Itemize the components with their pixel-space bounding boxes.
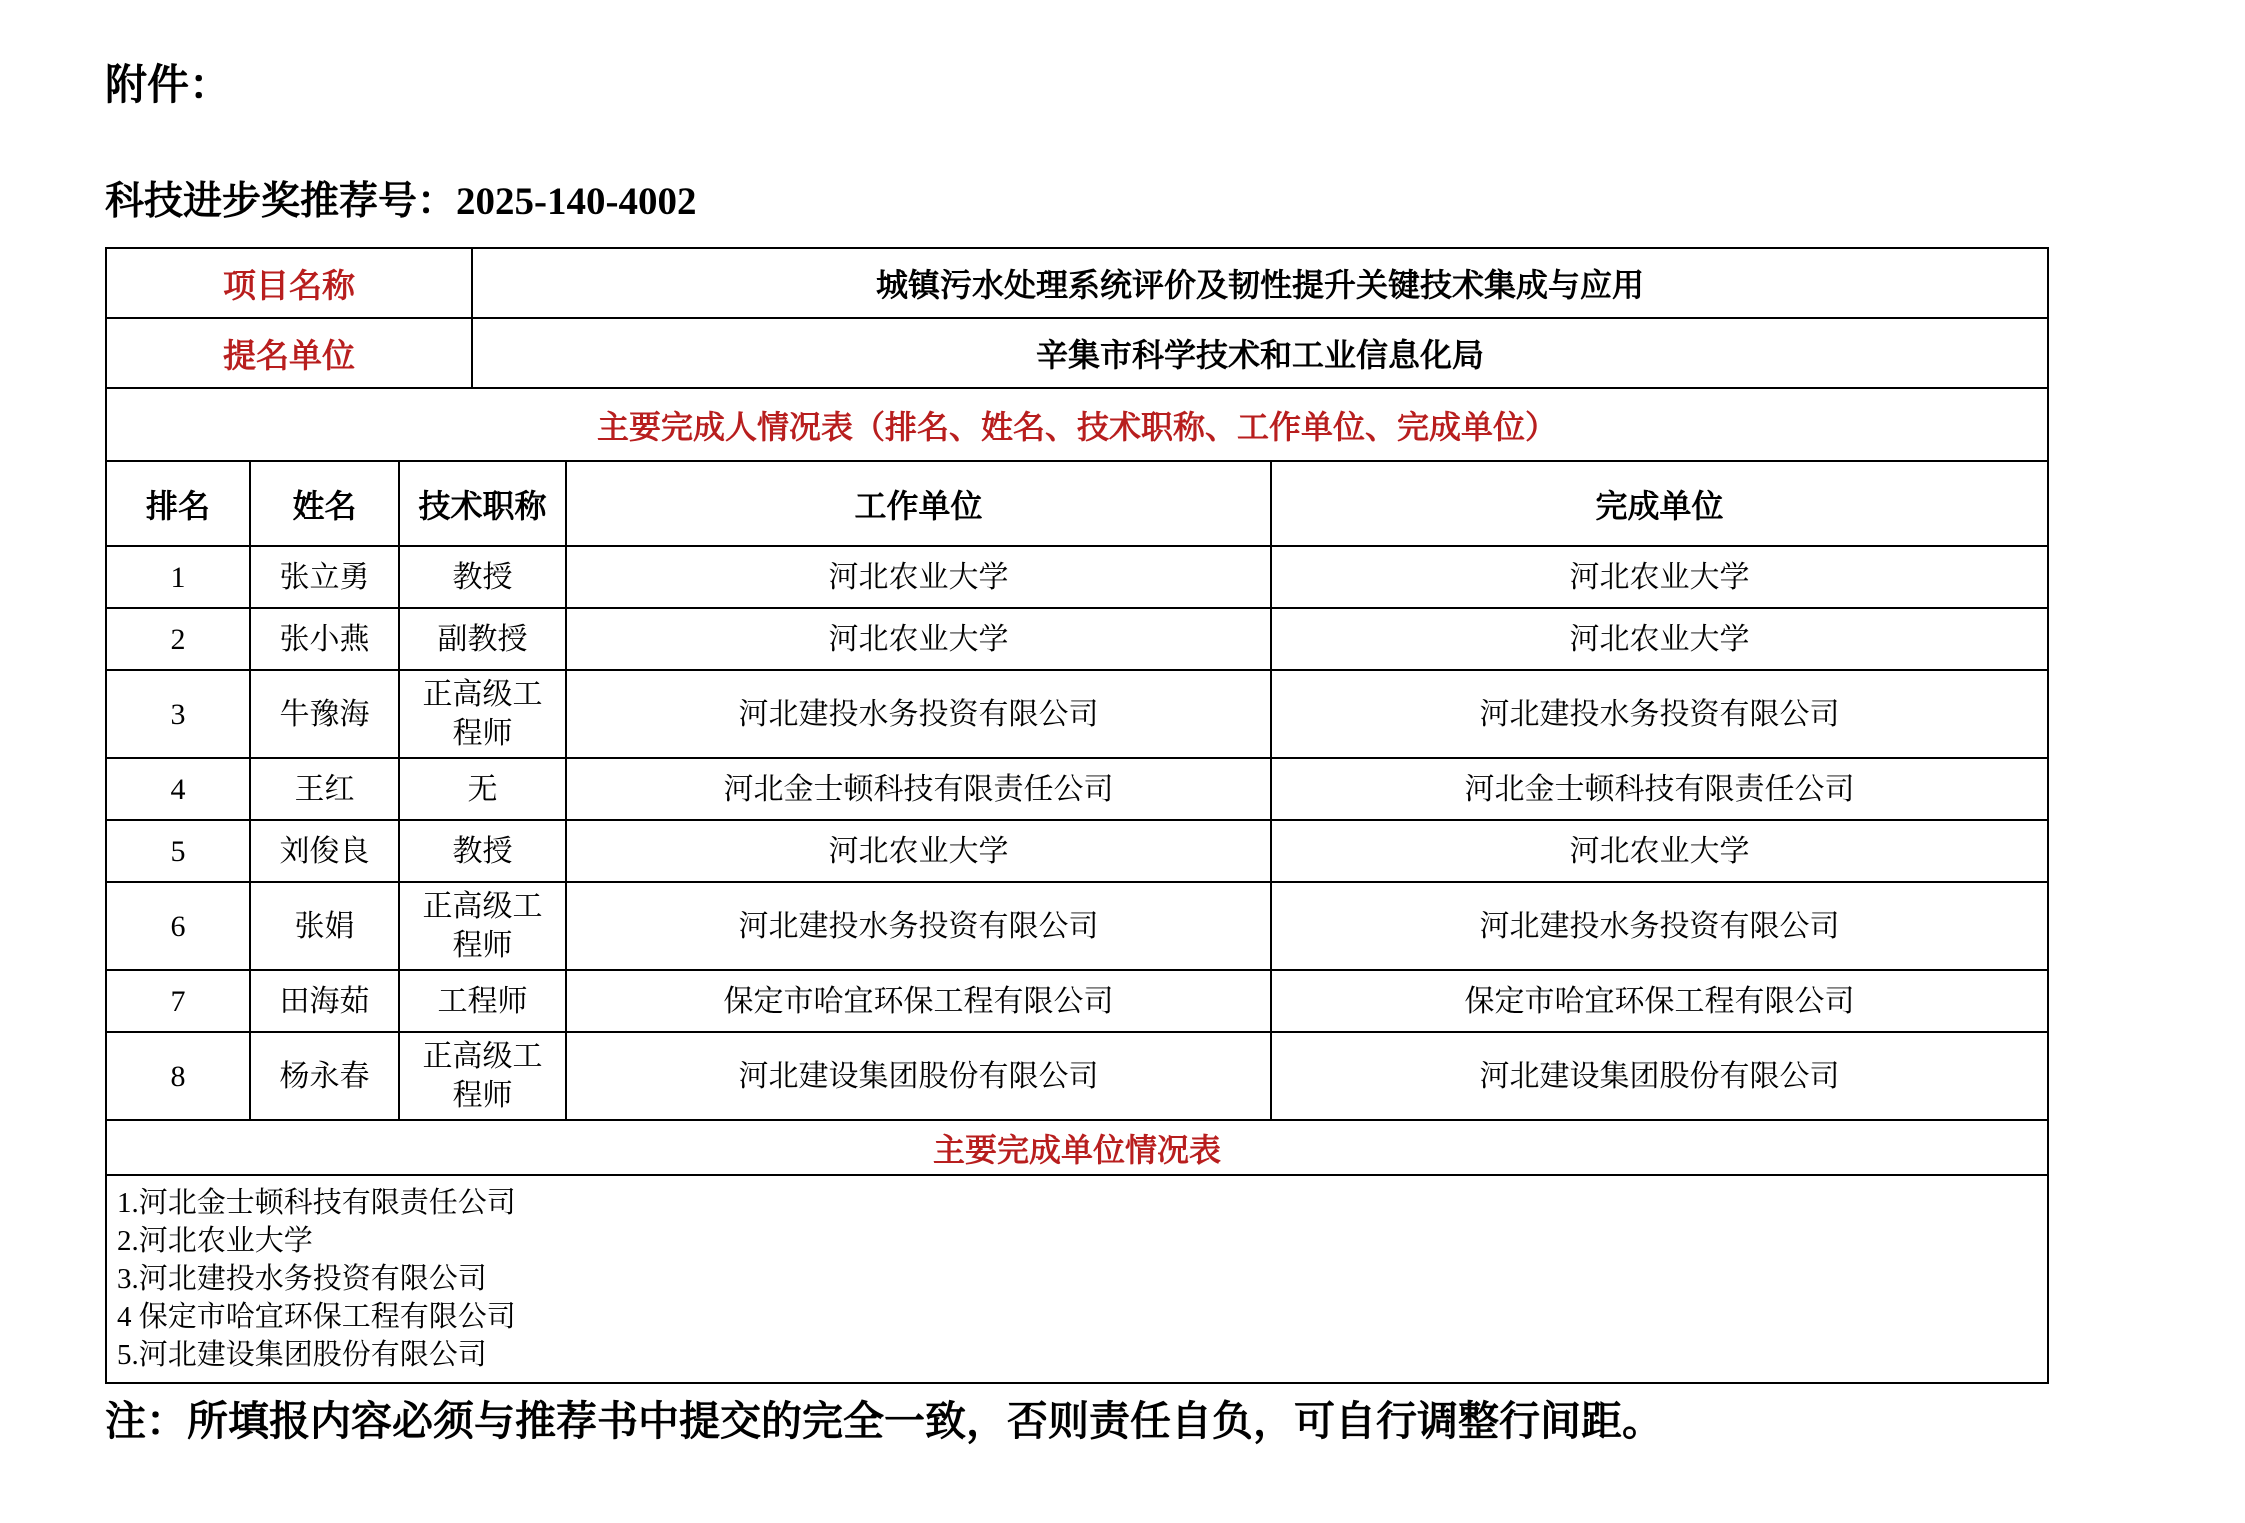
work-unit-cell: 河北金士顿科技有限责任公司: [566, 758, 1271, 820]
project-info-table: [105, 247, 2049, 389]
person-row: [106, 546, 2048, 608]
person-row: [106, 882, 2048, 970]
rank-cell: 7: [106, 970, 250, 1032]
info-label-cell: 项目名称: [106, 248, 472, 318]
person-row: [106, 1032, 2048, 1120]
rank-cell: 8: [106, 1032, 250, 1120]
footer-note: 注：所填报内容必须与推荐书中提交的完全一致，否则责任自负，可自行调整行间距。: [105, 1398, 1663, 1444]
person-row: [106, 970, 2048, 1032]
unit-item: 5.河北建设集团股份有限公司: [117, 1339, 487, 1371]
work-unit-cell: 保定市哈宜环保工程有限公司: [566, 970, 1271, 1032]
info-label-cell: 提名单位: [106, 318, 472, 388]
completion-unit-cell: 河北农业大学: [1271, 546, 2048, 608]
work-unit-cell: 河北建投水务投资有限公司: [566, 670, 1271, 758]
rank-cell: 4: [106, 758, 250, 820]
unit-item: 2.河北农业大学: [117, 1225, 313, 1257]
rank-cell: 1: [106, 546, 250, 608]
completion-unit-cell: 河北农业大学: [1271, 820, 2048, 882]
rank-cell: 3: [106, 670, 250, 758]
completion-unit-cell: 河北建投水务投资有限公司: [1271, 670, 2048, 758]
column-header: 技术职称: [399, 461, 566, 546]
units-list-cell: [106, 1175, 2048, 1383]
name-cell: 田海茹: [250, 970, 399, 1032]
person-row: [106, 758, 2048, 820]
tech-title-cell: 教授: [399, 820, 566, 882]
unit-item: 4 保定市哈宜环保工程有限公司: [117, 1301, 516, 1333]
recommendation-line: [105, 170, 697, 226]
column-header: 姓名: [250, 461, 399, 546]
column-header: 完成单位: [1271, 461, 2048, 546]
name-cell: 牛豫海: [250, 670, 399, 758]
work-unit-cell: 河北建设集团股份有限公司: [566, 1032, 1271, 1120]
person-row: [106, 820, 2048, 882]
recommendation-number: 2025-140-4002: [456, 180, 697, 223]
work-unit-cell: 河北农业大学: [566, 820, 1271, 882]
name-cell: 张立勇: [250, 546, 399, 608]
info-value-cell: 城镇污水处理系统评价及韧性提升关键技术集成与应用: [472, 248, 2048, 318]
units-table-title: 主要完成单位情况表: [106, 1120, 2048, 1175]
tech-title-cell: 正高级工程师: [399, 1032, 566, 1120]
work-unit-cell: 河北农业大学: [566, 546, 1271, 608]
completers-table-title: 主要完成人情况表（排名、姓名、技术职称、工作单位、完成单位）: [106, 388, 2048, 461]
info-row: [106, 248, 2048, 318]
award-form: [105, 247, 2049, 1384]
tech-title-cell: 教授: [399, 546, 566, 608]
tech-title-cell: 正高级工程师: [399, 882, 566, 970]
units-title-row: [106, 1120, 2048, 1175]
recommendation-label: 科技进步奖推荐号：: [105, 180, 457, 223]
info-value-cell: 辛集市科学技术和工业信息化局: [472, 318, 2048, 388]
attachment-heading: 附件：: [105, 63, 232, 109]
name-cell: 张小燕: [250, 608, 399, 670]
work-unit-cell: 河北建投水务投资有限公司: [566, 882, 1271, 970]
tech-title-cell: 副教授: [399, 608, 566, 670]
tech-title-cell: 无: [399, 758, 566, 820]
person-row: [106, 670, 2048, 758]
name-cell: 杨永春: [250, 1032, 399, 1120]
person-row: [106, 608, 2048, 670]
table-header-row: [106, 461, 2048, 546]
name-cell: 张娟: [250, 882, 399, 970]
completers-title-row: [106, 388, 2048, 461]
completion-unit-cell: 河北建设集团股份有限公司: [1271, 1032, 2048, 1120]
column-header: 排名: [106, 461, 250, 546]
name-cell: 王红: [250, 758, 399, 820]
unit-item: 3.河北建投水务投资有限公司: [117, 1263, 487, 1295]
completion-unit-cell: 河北建投水务投资有限公司: [1271, 882, 2048, 970]
name-cell: 刘俊良: [250, 820, 399, 882]
unit-item: 1.河北金士顿科技有限责任公司: [117, 1187, 516, 1219]
rank-cell: 2: [106, 608, 250, 670]
tech-title-cell: 工程师: [399, 970, 566, 1032]
completers-table: [105, 387, 2049, 1384]
column-header: 工作单位: [566, 461, 1271, 546]
units-list-row: [106, 1175, 2048, 1383]
info-row: [106, 318, 2048, 388]
rank-cell: 6: [106, 882, 250, 970]
rank-cell: 5: [106, 820, 250, 882]
completion-unit-cell: 河北金士顿科技有限责任公司: [1271, 758, 2048, 820]
work-unit-cell: 河北农业大学: [566, 608, 1271, 670]
tech-title-cell: 正高级工程师: [399, 670, 566, 758]
completion-unit-cell: 保定市哈宜环保工程有限公司: [1271, 970, 2048, 1032]
completion-unit-cell: 河北农业大学: [1271, 608, 2048, 670]
